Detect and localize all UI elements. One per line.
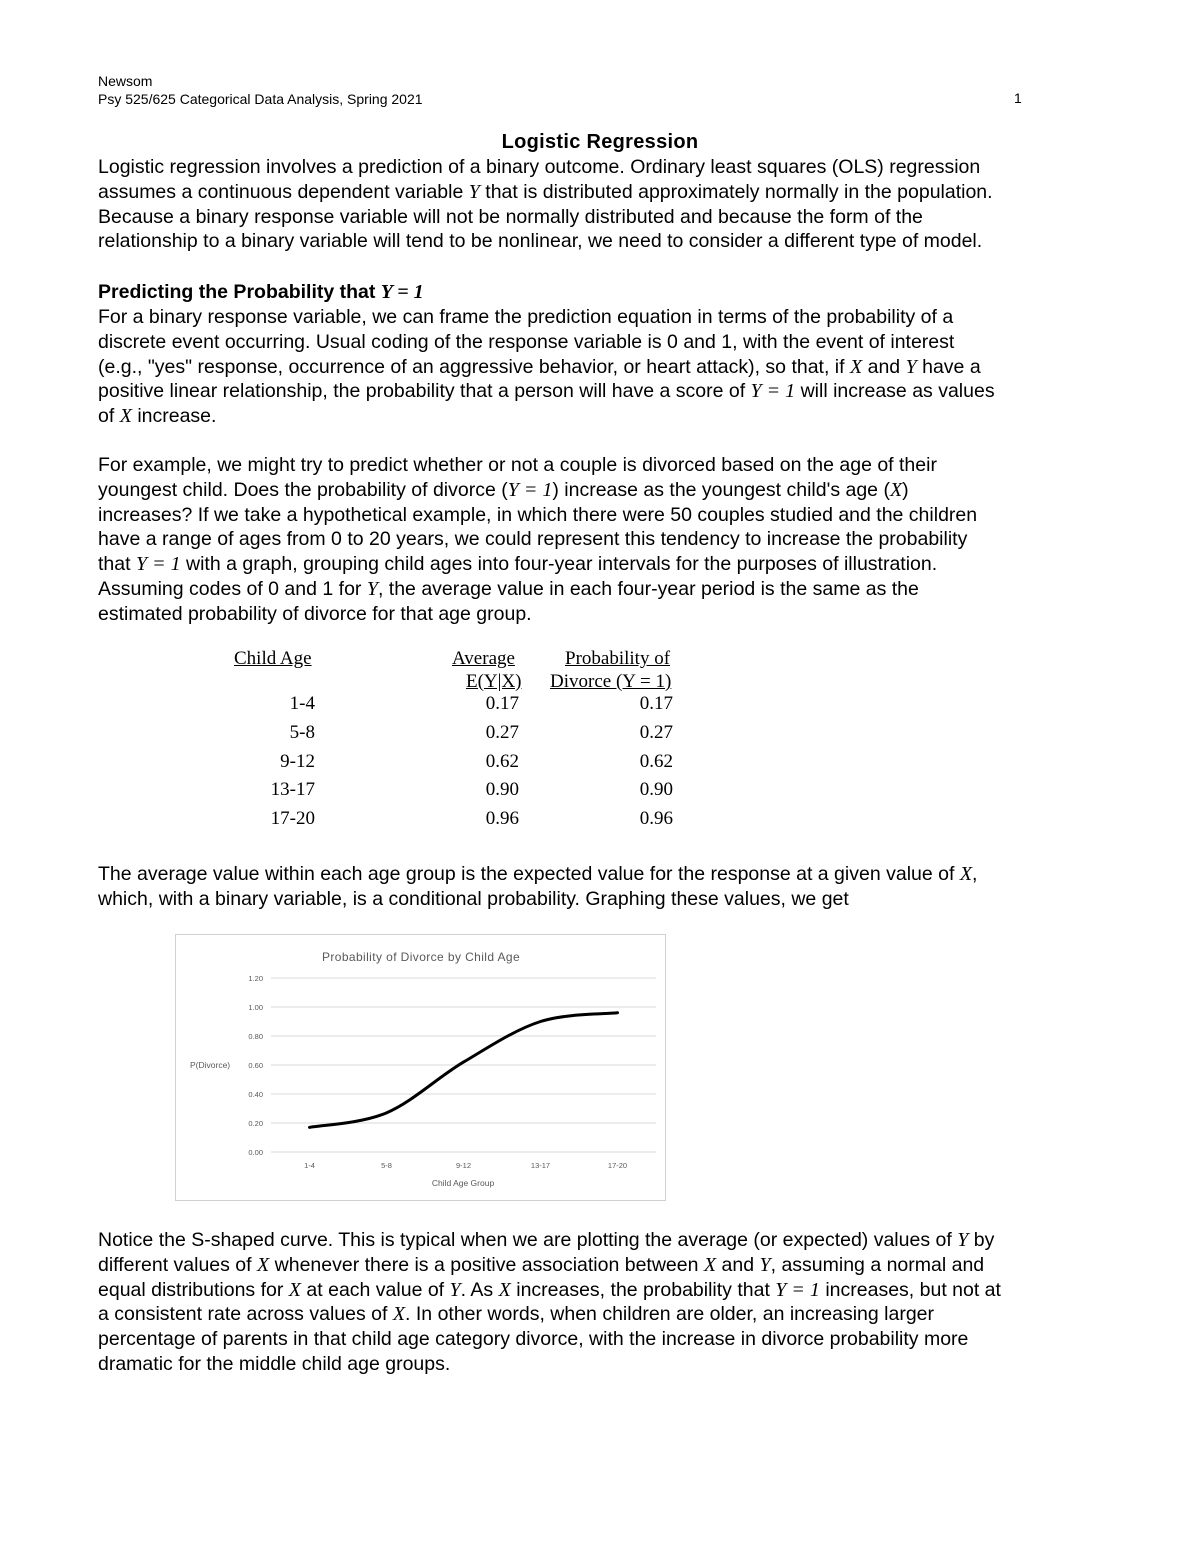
header-course: Psy 525/625 Categorical Data Analysis, Spring 2021 [98,91,423,107]
col-header-divorce: Divorce (Y = 1) [550,671,672,692]
series-line-divorce-probability [310,1013,618,1128]
x-tick-label: 1-4 [304,1161,315,1170]
paragraph-s-curve: Notice the S-shaped curve. This is typical when we are plotting the average (or expected) values of Y by different values of X whenever there is a positive association between X and Y, assuming a normal and equal distributions for X at each value of Y. As X increases, the probability that Y = 1 increases, but not at a consistent rate across values of X. In other words, when children are older, an increasing larger percentage of parents in that child age category divorce, with the increase in divorce probability more dramatic for the middle child age groups. [98,1229,1001,1375]
intro-paragraph [98,155,1118,254]
table-cell-age: 17-20 [270,808,315,829]
table-cell-age: 13-17 [270,779,315,800]
header-author: Newsom [98,73,153,89]
y-tick-label: 1.00 [248,1003,263,1012]
page-number: 1 [1014,90,1022,106]
y-tick-label: 0.40 [248,1090,263,1099]
x-axis-label: Child Age Group [431,1178,495,1188]
col-header-average: Average [452,648,515,669]
x-tick-label: 17-20 [607,1161,628,1170]
intro-line-4: relationship to a binary variable will tend to be nonlinear, we need to consider a different type of model. [98,230,983,253]
document-title: Logistic Regression [501,131,699,153]
table-cell-age: 5-8 [289,722,315,743]
y-axis-label: P(Divorce) [190,1060,231,1070]
intro-line-2: assumes a continuous dependent variable Y that is distributed approximately normally in the population. [98,180,993,203]
table-cell-age: 9-12 [280,751,315,772]
col-header-child-age: Child Age [234,648,312,669]
table-cell-avg: 0.27 [485,722,519,743]
y-tick-label: 0.20 [248,1119,263,1128]
col-header-expected: E(Y|X) [466,671,522,692]
paragraph-binary-response: For a binary response variable, we can frame the prediction equation in terms of the probability of a discrete event occurring. Usual coding of the response variable is 0 and 1, with the event of interest (e.g., "yes" response, occurrence of an aggressive behavior, or heart attack), so that, if X and Y have a positive linear relationship, the probability that a person will have a score of Y = 1 will increase as values of X increase. [98,306,995,428]
chart-title: Probability of Divorce by Child Age [321,950,521,964]
table-cell-avg: 0.62 [485,751,519,772]
table-cell-prob: 0.90 [639,779,673,800]
intro-line-1: Logistic regression involves a prediction of a binary outcome. Ordinary least squares (OLS) regression [98,156,981,178]
divorce-probability-chart [175,934,666,1201]
table-cell-avg: 0.90 [485,779,519,800]
table-cell-avg: 0.17 [485,693,519,714]
table-cell-prob: 0.27 [639,722,673,743]
table-cell-avg: 0.96 [485,808,519,829]
table-cell-prob: 0.96 [639,808,673,829]
y-tick-label: 1.20 [248,974,263,983]
col-header-probability: Probability of [565,648,671,669]
chart-svg [176,935,667,1202]
x-tick-label: 5-8 [381,1161,392,1170]
x-tick-label: 9-12 [455,1161,472,1170]
y-tick-label: 0.80 [248,1032,263,1041]
table-cell-prob: 0.62 [639,751,673,772]
paragraph-expected-value: The average value within each age group is the expected value for the response at a given value of X, which, with a binary variable, is a conditional probability. Graphing these values, we get [98,863,978,910]
intro-line-3: Because a binary response variable will not be normally distributed and because the form of the [98,205,923,228]
x-tick-label: 13-17 [530,1161,551,1170]
y-tick-label: 0.60 [248,1061,263,1070]
table-cell-prob: 0.17 [639,693,673,714]
table-cell-age: 1-4 [289,693,315,714]
paragraph-example: For example, we might try to predict whether or not a couple is divorced based on the age of their youngest child. Does the probability of divorce (Y = 1) increase as the youngest child's age (X) increases? If we take a hypothetical example, in which there were 50 couples studied and the children have a range of ages from 0 to 20 years, we could represent this tendency to increase the probability that Y = 1 with a graph, grouping child ages into four-year intervals for the purposes of illustration. Assuming codes of 0 and 1 for Y, the average value in each four-year period is the same as the estimated probability of divorce for that age group. [98,454,978,625]
section-heading: Predicting the Probability that Y = 1 [98,281,424,303]
y-tick-label: 0.00 [248,1148,263,1157]
